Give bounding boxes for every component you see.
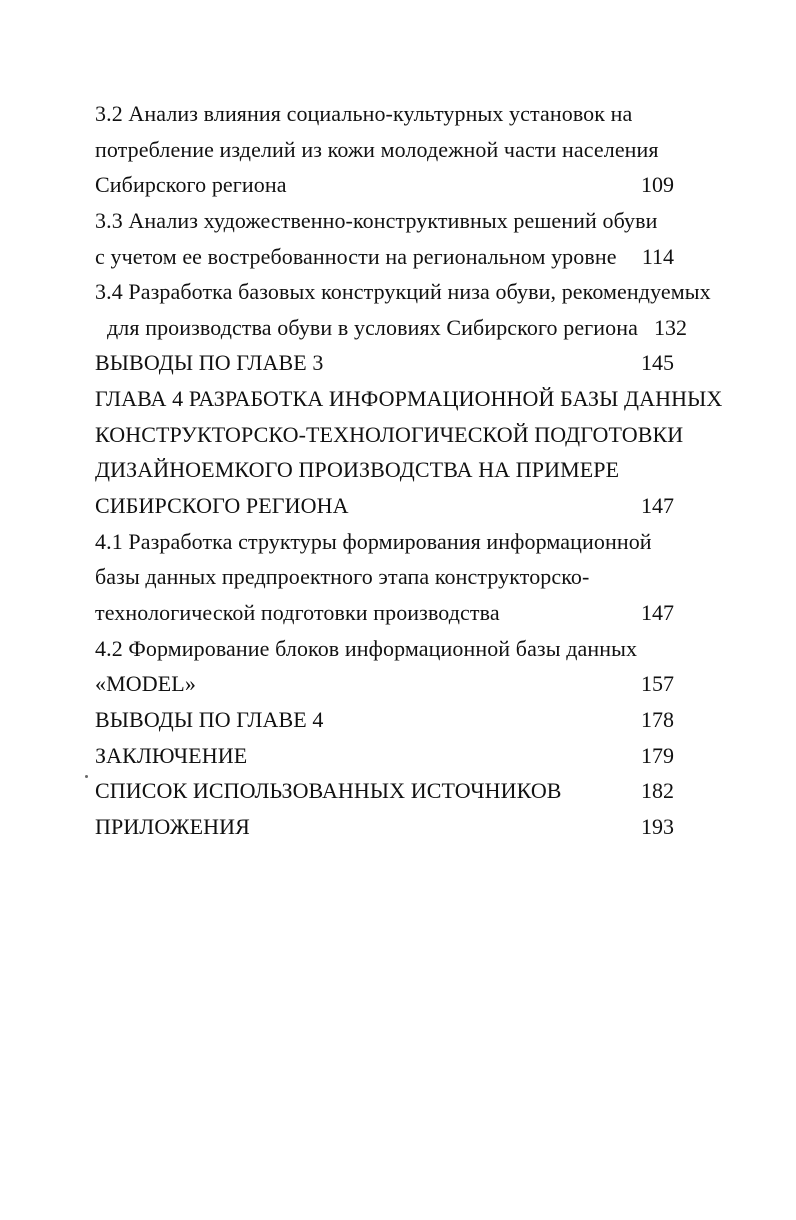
toc-row <box>95 203 674 239</box>
toc-entry-text: ЗАКЛЮЧЕНИЕ <box>95 742 248 768</box>
toc-page-number: 114 <box>641 243 674 269</box>
toc-entry-text: «MODEL» <box>95 671 196 697</box>
toc-entry-text: базы данных предпроектного этапа конструкторско- <box>95 564 590 590</box>
toc-row <box>95 488 674 524</box>
toc-entry-text: 3.2 Анализ влияния социально-культурных установок на <box>95 101 633 126</box>
toc-row <box>95 666 674 702</box>
toc-row <box>95 809 674 845</box>
toc-page-number: 132 <box>654 314 688 340</box>
toc-page-number: 109 <box>641 172 674 198</box>
toc-entry-text: ВЫВОДЫ ПО ГЛАВЕ 3 <box>95 350 324 376</box>
toc-row <box>95 738 674 774</box>
toc-row <box>95 595 674 631</box>
toc-entry-text: 3.3 Анализ художественно-конструктивных решений обуви <box>95 207 658 233</box>
toc-row <box>95 702 674 738</box>
toc-entry-text: технологической подготовки производства <box>95 599 500 625</box>
toc-entry-text: потребление изделий из кожи молодежной части населения <box>95 136 659 162</box>
toc-page-number: 147 <box>641 493 674 519</box>
table-of-contents <box>95 96 723 844</box>
toc-row <box>95 274 711 310</box>
toc-entry-text: с учетом ее востребованности на региональном уровне <box>95 243 617 269</box>
toc-row <box>95 239 674 275</box>
toc-entry-text: для производства обуви в условиях Сибирского региона <box>107 314 639 340</box>
toc-entry-text: 3.4 Разработка базовых конструкций низа обуви, рекомендуемых <box>95 279 711 305</box>
toc-row <box>95 773 674 809</box>
toc-entry-text: 4.1 Разработка структуры формирования информационной <box>95 528 652 554</box>
toc-entry-text: 4.2 Формирование блоков информационной базы данных <box>95 635 638 661</box>
toc-entry-text: Сибирского региона <box>95 172 287 198</box>
toc-page-number: 145 <box>641 350 674 376</box>
toc-entry-text: СПИСОК ИСПОЛЬЗОВАННЫХ ИСТОЧНИКОВ <box>95 778 562 804</box>
toc-entry-text: КОНСТРУКТОРСКО-ТЕХНОЛОГИЧЕСКОЙ ПОДГОТОВКИ <box>95 421 684 447</box>
toc-row <box>95 310 688 346</box>
toc-row <box>95 345 674 381</box>
toc-page-number: 193 <box>641 813 674 839</box>
toc-row <box>95 559 674 595</box>
toc-page-number: 178 <box>641 706 674 732</box>
toc-page-number: 147 <box>641 599 674 625</box>
toc-row <box>95 417 684 453</box>
toc-page-number: 179 <box>641 742 674 768</box>
toc-page-number: 157 <box>641 671 674 697</box>
toc-row <box>95 452 674 488</box>
toc-page-number: 182 <box>641 778 674 804</box>
scan-artifact-dot <box>85 775 88 778</box>
toc-entry-text: ДИЗАЙНОЕМКОГО ПРОИЗВОДСТВА НА ПРИМЕРЕ <box>95 457 620 483</box>
toc-row <box>95 132 674 168</box>
toc-row <box>95 167 674 203</box>
toc-row <box>95 96 674 132</box>
toc-row <box>95 631 674 667</box>
toc-entry-text: ВЫВОДЫ ПО ГЛАВЕ 4 <box>95 706 324 732</box>
toc-row <box>95 381 723 417</box>
toc-entry-text: ПРИЛОЖЕНИЯ <box>95 813 250 839</box>
toc-entry-text: СИБИРСКОГО РЕГИОНА <box>95 493 349 519</box>
toc-row <box>95 524 674 560</box>
toc-entry-text: ГЛАВА 4 РАЗРАБОТКА ИНФОРМАЦИОННОЙ БАЗЫ ДАННЫХ <box>95 386 723 412</box>
